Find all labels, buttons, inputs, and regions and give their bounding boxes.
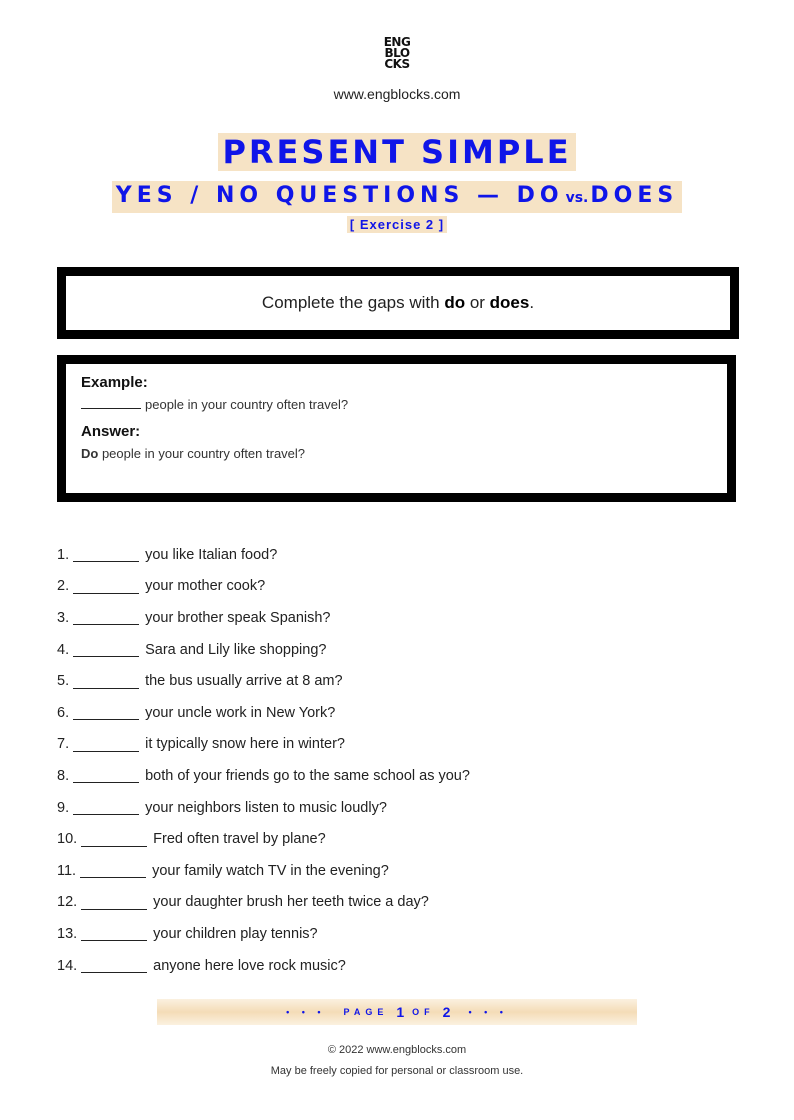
question-text: your uncle work in New York?	[145, 704, 336, 721]
instruction-word-do: do	[444, 293, 466, 312]
page-word: PAGE	[343, 1007, 389, 1017]
answer-blank[interactable]	[73, 642, 139, 657]
question-text: you like Italian food?	[145, 546, 278, 563]
page-current: 1	[396, 1004, 405, 1020]
page-title	[0, 133, 794, 171]
question-item	[57, 855, 737, 887]
page-subtitle	[0, 181, 794, 213]
question-text: your daughter brush her teeth twice a day?	[153, 894, 429, 911]
logo-line: CKS	[384, 57, 410, 71]
logo-line: ENG	[383, 35, 411, 49]
page-dots-left: • • •	[286, 1007, 326, 1017]
question-text: Sara and Lily like shopping?	[145, 641, 327, 658]
instruction-box	[57, 267, 739, 339]
question-number: 12.	[57, 894, 78, 911]
question-text: anyone here love rock music?	[153, 957, 346, 974]
instruction-text	[262, 293, 534, 313]
subtitle-band	[112, 181, 682, 213]
page-indicator	[157, 999, 637, 1025]
question-item	[57, 950, 737, 982]
answer-blank[interactable]	[73, 768, 139, 783]
page-title-text: PRESENT SIMPLE	[218, 133, 575, 171]
answer-blank[interactable]	[73, 800, 139, 815]
question-text: your brother speak Spanish?	[145, 609, 331, 626]
question-number: 8.	[57, 767, 70, 784]
question-text: your children play tennis?	[153, 925, 318, 942]
question-item	[57, 823, 737, 855]
question-text: your family watch TV in the evening?	[152, 862, 389, 879]
answer-blank[interactable]	[81, 926, 147, 941]
question-text: your neighbors listen to music loudly?	[145, 799, 387, 816]
exercise-label	[0, 216, 794, 234]
question-number: 5.	[57, 673, 70, 690]
answer-blank[interactable]	[73, 674, 139, 689]
site-url[interactable]: www.engblocks.com	[333, 86, 461, 102]
question-item	[57, 665, 737, 697]
exercise-label-text: [ Exercise 2 ]	[347, 216, 447, 233]
answer-blank[interactable]	[73, 547, 139, 562]
answer-blank[interactable]	[73, 610, 139, 625]
example-box	[57, 355, 736, 502]
question-number: 7.	[57, 736, 70, 753]
question-number: 6.	[57, 704, 70, 721]
answer-blank[interactable]	[81, 895, 147, 910]
question-item	[57, 571, 737, 603]
example-label: Example:	[81, 374, 148, 391]
question-number: 1.	[57, 546, 70, 563]
question-text: Fred often travel by plane?	[153, 831, 326, 848]
question-number: 14.	[57, 957, 78, 974]
answer-sentence	[81, 445, 727, 463]
example-sentence-text: people in your country often travel?	[145, 397, 349, 412]
answer-blank[interactable]	[73, 737, 139, 752]
subtitle-left: YES / NO QUESTIONS — DO	[115, 183, 564, 208]
question-list	[57, 539, 737, 981]
subtitle-vs: vs.	[565, 190, 589, 206]
question-item	[57, 634, 737, 666]
page-total: 2	[442, 1004, 451, 1020]
question-text: the bus usually arrive at 8 am?	[145, 673, 343, 690]
instruction-suffix: .	[529, 293, 535, 312]
answer-sentence-text: people in your country often travel?	[98, 446, 306, 461]
question-text: your mother cook?	[145, 578, 266, 595]
question-number: 13.	[57, 925, 78, 942]
question-item	[57, 539, 737, 571]
engblocks-logo	[0, 37, 794, 70]
question-item	[57, 887, 737, 919]
answer-bold-word: Do	[81, 446, 99, 461]
question-item	[57, 697, 737, 729]
question-number: 3.	[57, 609, 70, 626]
question-item	[57, 760, 737, 792]
page-dots-right: • • •	[468, 1007, 508, 1017]
answer-blank[interactable]	[73, 579, 139, 594]
example-blank	[81, 396, 141, 409]
answer-label: Answer:	[81, 423, 141, 440]
question-item	[57, 792, 737, 824]
question-number: 4.	[57, 641, 70, 658]
answer-blank[interactable]	[80, 863, 146, 878]
subtitle-right: DOES	[590, 183, 679, 208]
question-number: 10.	[57, 831, 78, 848]
question-item	[57, 602, 737, 634]
instruction-middle: or	[465, 293, 490, 312]
question-text: both of your friends go to the same school as you?	[145, 767, 470, 784]
question-item	[57, 918, 737, 950]
license-text: May be freely copied for personal or classroom use.	[270, 1065, 524, 1077]
example-sentence	[81, 396, 727, 414]
answer-blank[interactable]	[73, 705, 139, 720]
question-item	[57, 729, 737, 761]
instruction-word-does: does	[489, 293, 530, 312]
logo-line: BLO	[384, 46, 410, 60]
answer-blank[interactable]	[81, 832, 147, 847]
question-number: 11.	[57, 862, 77, 879]
question-number: 9.	[57, 799, 70, 816]
instruction-prefix: Complete the gaps with	[261, 293, 445, 312]
question-text: it typically snow here in winter?	[145, 736, 345, 753]
copyright-text: © 2022 www.engblocks.com	[327, 1044, 467, 1056]
answer-blank[interactable]	[81, 958, 147, 973]
of-word: OF	[412, 1007, 435, 1017]
question-number: 2.	[57, 578, 70, 595]
